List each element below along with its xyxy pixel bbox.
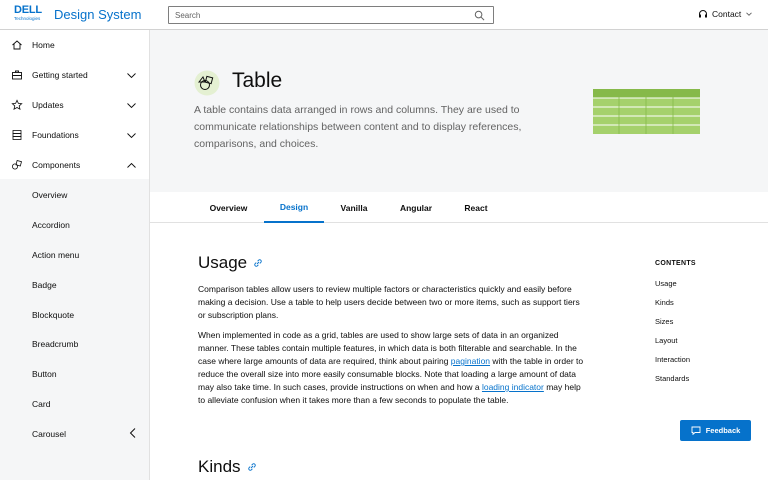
sidebar-item-label: Foundations (32, 130, 79, 140)
logo-subtext: Technologies (14, 16, 41, 21)
search-icon[interactable] (474, 10, 485, 21)
top-bar (0, 0, 768, 30)
para-text: may help to alleviate confusion when it takes more than a few seconds to populate the table. (198, 382, 581, 405)
comment-icon (691, 426, 701, 435)
tab-design[interactable]: Design (264, 192, 324, 223)
subnav-item-breadcrumb[interactable]: Breadcrumb (32, 339, 79, 349)
home-icon (11, 39, 23, 51)
chevron-up-icon (126, 160, 137, 171)
brand-title[interactable]: Design System (54, 7, 142, 22)
toc-item-standards[interactable]: Standards (655, 374, 690, 383)
chevron-down-icon (126, 70, 137, 81)
chevron-down-icon (126, 130, 137, 141)
subnav-item-action-menu[interactable]: Action menu (32, 250, 80, 260)
shapes-icon (11, 159, 23, 171)
usage-paragraph-1: Comparison tables allow users to review multiple factors or characteristics quickly and easily before making a decision. Use a table to help users decide between two or more items, such as support tiers or subscription plans. (198, 284, 580, 320)
subnav-item-card[interactable]: Card (32, 399, 51, 409)
chevron-down-icon (126, 100, 137, 111)
subnav-item-badge[interactable]: Badge (32, 280, 57, 290)
dell-logo[interactable] (14, 5, 46, 24)
subnav-item-accordion[interactable]: Accordion (32, 220, 70, 230)
logo-text: DELL (14, 4, 42, 16)
shapes-icon (194, 70, 220, 96)
feedback-label: Feedback (705, 426, 741, 435)
sidebar-item-foundations[interactable] (0, 120, 150, 150)
table-illustration-icon (593, 89, 700, 134)
kinds-heading (198, 457, 257, 477)
subnav-item-overview[interactable]: Overview (32, 190, 68, 200)
tab-react[interactable]: React (464, 202, 488, 213)
usage-heading (198, 253, 263, 273)
contact-label: Contact (712, 9, 742, 19)
chevron-down-icon (745, 10, 753, 18)
subnav-item-button[interactable]: Button (32, 369, 57, 379)
sidebar-item-getting-started[interactable] (0, 60, 150, 90)
components-subnav (0, 179, 149, 480)
subnav-item-carousel[interactable]: Carousel (32, 429, 67, 439)
sidebar-item-label: Getting started (32, 70, 88, 80)
toc-item-layout[interactable]: Layout (655, 336, 678, 345)
tab-angular[interactable]: Angular (399, 202, 433, 213)
page-title: Table (232, 69, 283, 92)
feedback-button[interactable] (680, 420, 751, 441)
para-text: When implemented in code as a grid, tables are used to show large sets of data in an organized manner. These tables contain multiple features, in which data is both filterable and searchable. In the case where large amounts of data are required, think about pairing (198, 330, 577, 366)
contact-menu[interactable] (698, 9, 753, 19)
link-icon[interactable] (247, 462, 257, 472)
sidebar-item-label: Components (32, 160, 81, 170)
toc-title: CONTENTS (655, 260, 696, 267)
tab-bar (150, 192, 768, 223)
search-box (168, 6, 494, 24)
briefcase-icon (11, 69, 23, 81)
toc-item-kinds[interactable]: Kinds (655, 298, 674, 307)
sidebar-item-components[interactable] (0, 150, 150, 180)
sidebar-item-label: Home (32, 40, 55, 50)
toc-item-interaction[interactable]: Interaction (655, 355, 691, 364)
tab-overview[interactable]: Overview (209, 202, 248, 213)
sidebar-item-label: Updates (32, 100, 64, 110)
section-title: Usage (198, 253, 248, 272)
section-title: Kinds (198, 457, 241, 476)
star-icon (11, 99, 23, 111)
page-description: A table contains data arranged in rows and columns. They are used to communicate relationships between content and to display references, comparisons, and choices. (194, 104, 522, 150)
headset-icon (698, 9, 708, 19)
sidebar-item-updates[interactable] (0, 90, 150, 120)
para-text: with the table in order to reduce the overall size into more easily consumable blocks. Note that loading a large amount of data may also take time. In such cases, provide instructions on when and how a (198, 356, 584, 392)
subnav-item-blockquote[interactable]: Blockquote (32, 310, 75, 320)
layers-icon (11, 129, 23, 141)
usage-paragraph-2 (198, 329, 588, 407)
toc-item-sizes[interactable]: Sizes (655, 317, 674, 326)
loading-indicator-link[interactable]: loading indicator (481, 382, 544, 392)
pagination-link[interactable]: pagination (450, 356, 491, 366)
sidebar (0, 30, 150, 480)
collapse-sidebar-icon[interactable] (128, 427, 138, 439)
link-icon[interactable] (253, 258, 263, 268)
tab-vanilla[interactable]: Vanilla (340, 202, 368, 213)
toc-item-usage[interactable]: Usage (655, 279, 677, 288)
search-input[interactable] (175, 10, 465, 21)
sidebar-item-home[interactable] (0, 30, 150, 60)
